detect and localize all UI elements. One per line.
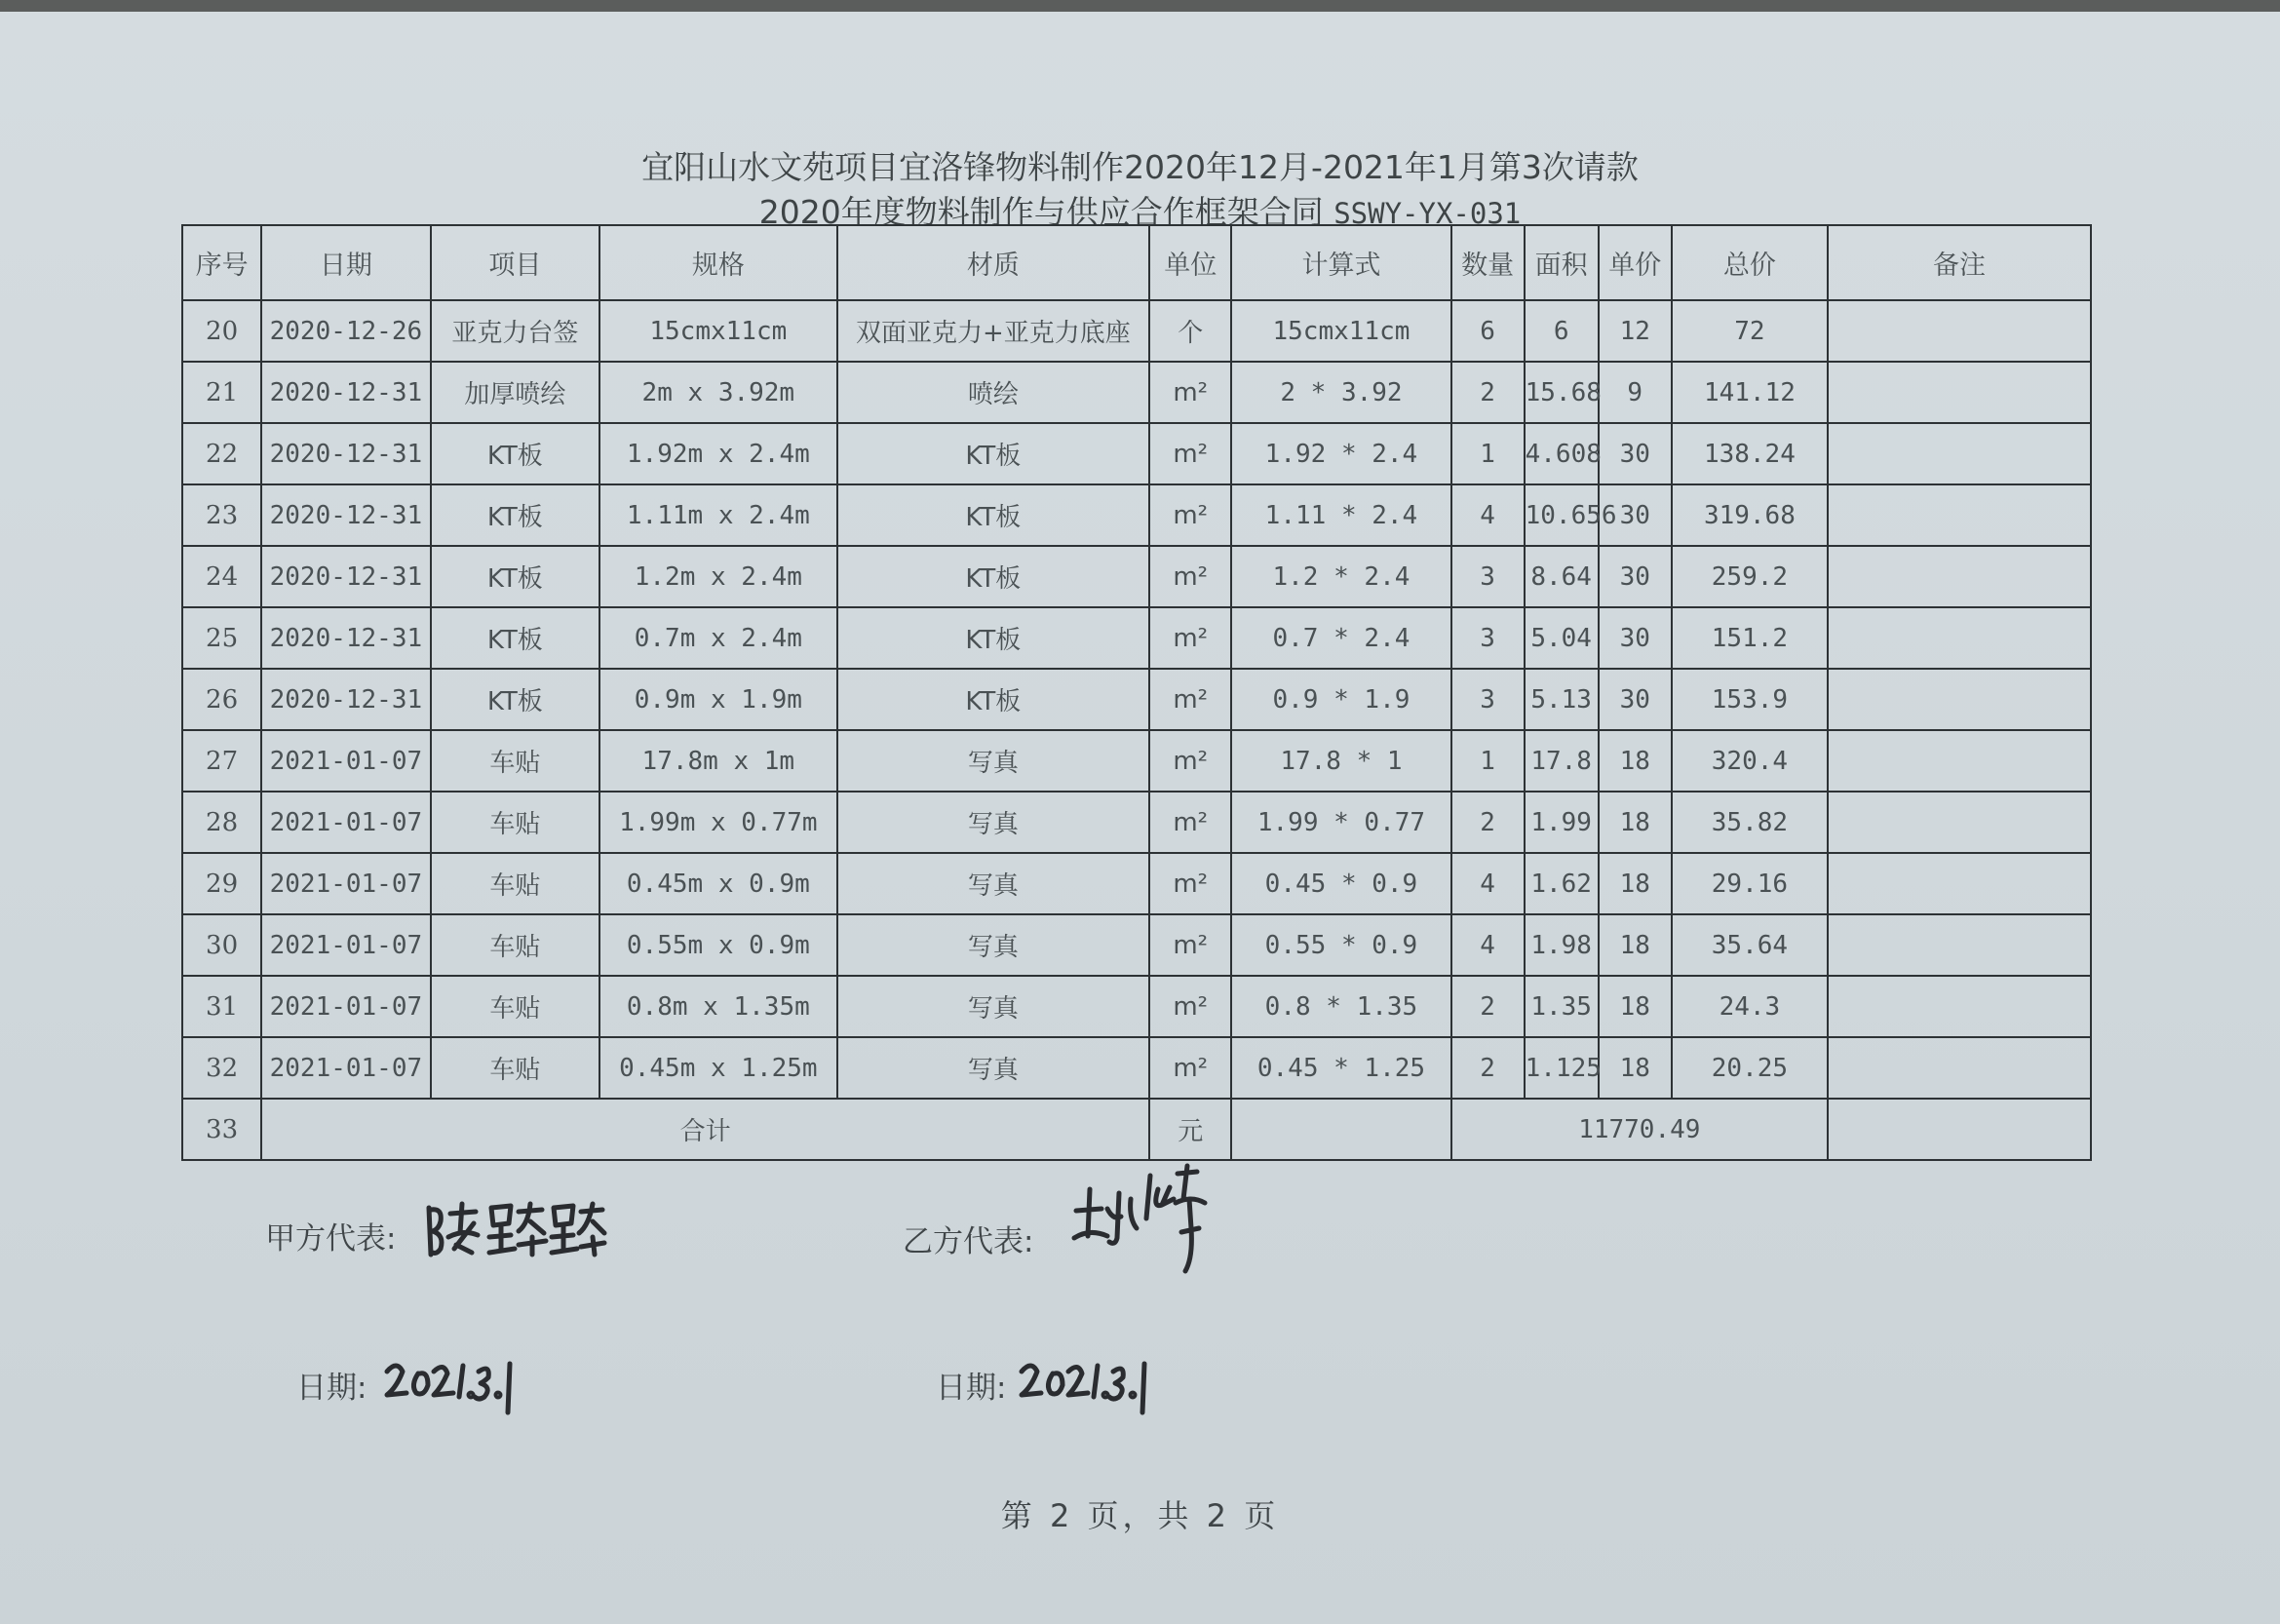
cell-item: 车贴 [431, 1037, 599, 1099]
cell-date: 2020-12-31 [261, 484, 430, 546]
cell-total: 151.2 [1672, 607, 1828, 669]
total-seq: 33 [182, 1099, 261, 1160]
cell-unit: m² [1149, 484, 1231, 546]
party-b-label: 乙方代表: [903, 1224, 1034, 1259]
cell-material: 写真 [837, 1037, 1150, 1099]
cell-spec: 0.45m x 0.9m [599, 853, 836, 914]
cell-price: 9 [1599, 362, 1672, 423]
cell-spec: 1.11m x 2.4m [599, 484, 836, 546]
cell-area: 15.68 [1525, 362, 1599, 423]
total-remark-empty [1828, 1099, 2091, 1160]
cell-formula: 1.2 * 2.4 [1231, 546, 1450, 607]
cell-spec: 17.8m x 1m [599, 730, 836, 792]
cell-qty: 4 [1451, 914, 1525, 976]
cell-remark [1828, 423, 2091, 484]
cell-formula: 1.92 * 2.4 [1231, 423, 1450, 484]
cell-date: 2020-12-31 [261, 423, 430, 484]
cell-date: 2021-01-07 [261, 914, 430, 976]
cell-qty: 3 [1451, 607, 1525, 669]
cell-qty: 1 [1451, 730, 1525, 792]
cell-formula: 0.45 * 0.9 [1231, 853, 1450, 914]
cell-price: 30 [1599, 669, 1672, 730]
cell-seq: 28 [182, 792, 261, 853]
cell-price: 30 [1599, 423, 1672, 484]
cell-seq: 26 [182, 669, 261, 730]
cell-total: 20.25 [1672, 1037, 1828, 1099]
cell-item: 亚克力台签 [431, 300, 599, 362]
cell-spec: 1.99m x 0.77m [599, 792, 836, 853]
cell-seq: 20 [182, 300, 261, 362]
date-label-party-a: 日期: [296, 1371, 367, 1406]
cell-area: 1.125 [1525, 1037, 1599, 1099]
cell-total: 319.68 [1672, 484, 1828, 546]
cell-date: 2020-12-31 [261, 546, 430, 607]
cell-unit: m² [1149, 1037, 1231, 1099]
total-label: 合计 [261, 1099, 1149, 1160]
cell-formula: 15cmx11cm [1231, 300, 1450, 362]
cell-total: 138.24 [1672, 423, 1828, 484]
cell-seq: 29 [182, 853, 261, 914]
document-title: 宜阳山水文苑项目宜洛锋物料制作2020年12月-2021年1月第3次请款 [641, 148, 1639, 186]
cell-remark [1828, 669, 2091, 730]
cell-area: 1.35 [1525, 976, 1599, 1037]
cell-spec: 0.9m x 1.9m [599, 669, 836, 730]
cell-total: 72 [1672, 300, 1828, 362]
cell-price: 30 [1599, 607, 1672, 669]
column-header: 单位 [1149, 225, 1231, 300]
total-row [182, 1099, 2091, 1160]
cell-date: 2020-12-31 [261, 607, 430, 669]
cell-spec: 0.45m x 1.25m [599, 1037, 836, 1099]
cell-formula: 2 * 3.92 [1231, 362, 1450, 423]
cell-item: KT板 [431, 484, 599, 546]
table-row [182, 300, 2091, 362]
cell-remark [1828, 362, 2091, 423]
cell-remark [1828, 914, 2091, 976]
cell-seq: 31 [182, 976, 261, 1037]
cell-material: 写真 [837, 792, 1150, 853]
cell-date: 2021-01-07 [261, 730, 430, 792]
cell-unit: m² [1149, 607, 1231, 669]
cell-unit: m² [1149, 853, 1231, 914]
table-row [182, 1037, 2091, 1099]
cell-formula: 0.55 * 0.9 [1231, 914, 1450, 976]
cell-qty: 2 [1451, 792, 1525, 853]
cell-remark [1828, 1037, 2091, 1099]
party-a-label: 甲方代表: [265, 1221, 397, 1257]
cell-formula: 17.8 * 1 [1231, 730, 1450, 792]
cell-formula: 1.99 * 0.77 [1231, 792, 1450, 853]
cell-formula: 0.45 * 1.25 [1231, 1037, 1450, 1099]
contract-name: 2020年度物料制作与供应合作框架合同 [758, 193, 1334, 231]
cell-item: KT板 [431, 423, 599, 484]
cell-material: KT板 [837, 484, 1150, 546]
cell-item: 车贴 [431, 730, 599, 792]
cell-seq: 24 [182, 546, 261, 607]
cell-unit: m² [1149, 423, 1231, 484]
party-b-signature [1068, 1160, 1224, 1277]
cell-area: 8.64 [1525, 546, 1599, 607]
column-header: 序号 [182, 225, 261, 300]
cell-seq: 21 [182, 362, 261, 423]
cell-spec: 1.2m x 2.4m [599, 546, 836, 607]
cell-qty: 6 [1451, 300, 1525, 362]
cell-unit: m² [1149, 914, 1231, 976]
cell-formula: 0.7 * 2.4 [1231, 607, 1450, 669]
cell-unit: m² [1149, 669, 1231, 730]
cell-price: 18 [1599, 853, 1672, 914]
cell-qty: 3 [1451, 546, 1525, 607]
cell-date: 2020-12-26 [261, 300, 430, 362]
table-row [182, 362, 2091, 423]
table-row [182, 669, 2091, 730]
date-label-party-b: 日期: [936, 1371, 1007, 1406]
cell-area: 4.608 [1525, 423, 1599, 484]
cell-spec: 0.55m x 0.9m [599, 914, 836, 976]
cell-total: 35.82 [1672, 792, 1828, 853]
cell-date: 2020-12-31 [261, 669, 430, 730]
cell-remark [1828, 546, 2091, 607]
cell-remark [1828, 976, 2091, 1037]
cell-area: 10.656 [1525, 484, 1599, 546]
cell-remark [1828, 853, 2091, 914]
cell-item: 车贴 [431, 853, 599, 914]
cell-material: KT板 [837, 423, 1150, 484]
table-row [182, 423, 2091, 484]
cell-item: KT板 [431, 669, 599, 730]
cell-material: KT板 [837, 546, 1150, 607]
table-row [182, 546, 2091, 607]
cell-material: 写真 [837, 914, 1150, 976]
cell-item: 车贴 [431, 914, 599, 976]
cell-price: 30 [1599, 484, 1672, 546]
cell-spec: 2m x 3.92m [599, 362, 836, 423]
cell-price: 18 [1599, 730, 1672, 792]
cell-qty: 2 [1451, 976, 1525, 1037]
cell-qty: 2 [1451, 1037, 1525, 1099]
page-footer: 第 2 页，共 2 页 [1000, 1497, 1280, 1534]
party-a-signature [421, 1194, 606, 1262]
cell-item: 车贴 [431, 792, 599, 853]
cell-seq: 25 [182, 607, 261, 669]
cell-material: 写真 [837, 853, 1150, 914]
cell-total: 29.16 [1672, 853, 1828, 914]
cell-price: 30 [1599, 546, 1672, 607]
cell-remark [1828, 792, 2091, 853]
cell-formula: 0.8 * 1.35 [1231, 976, 1450, 1037]
table-header-row [182, 225, 2091, 300]
column-header: 数量 [1451, 225, 1525, 300]
table-row [182, 976, 2091, 1037]
column-header: 规格 [599, 225, 836, 300]
cell-price: 18 [1599, 914, 1672, 976]
cell-material: 写真 [837, 730, 1150, 792]
cell-qty: 4 [1451, 853, 1525, 914]
cell-total: 24.3 [1672, 976, 1828, 1037]
cell-date: 2021-01-07 [261, 976, 430, 1037]
cell-total: 259.2 [1672, 546, 1828, 607]
cell-material: KT板 [837, 669, 1150, 730]
cell-item: KT板 [431, 607, 599, 669]
column-header: 计算式 [1231, 225, 1450, 300]
cell-area: 5.04 [1525, 607, 1599, 669]
column-header: 材质 [837, 225, 1150, 300]
total-amount: 11770.49 [1451, 1099, 1828, 1160]
cell-qty: 2 [1451, 362, 1525, 423]
cell-date: 2021-01-07 [261, 853, 430, 914]
cell-area: 5.13 [1525, 669, 1599, 730]
total-formula-empty [1231, 1099, 1450, 1160]
cell-spec: 1.92m x 2.4m [599, 423, 836, 484]
cell-price: 18 [1599, 976, 1672, 1037]
cell-total: 153.9 [1672, 669, 1828, 730]
cell-item: KT板 [431, 546, 599, 607]
cell-price: 18 [1599, 792, 1672, 853]
cell-remark [1828, 300, 2091, 362]
cell-unit: m² [1149, 730, 1231, 792]
column-header: 单价 [1599, 225, 1672, 300]
cell-seq: 27 [182, 730, 261, 792]
cell-seq: 32 [182, 1037, 261, 1099]
cell-qty: 1 [1451, 423, 1525, 484]
cell-unit: m² [1149, 546, 1231, 607]
cell-remark [1828, 730, 2091, 792]
column-header: 面积 [1525, 225, 1599, 300]
cell-total: 320.4 [1672, 730, 1828, 792]
table-row [182, 730, 2091, 792]
cell-material: KT板 [837, 607, 1150, 669]
contract-code: SSWY-YX-031 [1333, 197, 1522, 230]
cell-price: 18 [1599, 1037, 1672, 1099]
cell-formula: 0.9 * 1.9 [1231, 669, 1450, 730]
table-row [182, 914, 2091, 976]
column-header: 项目 [431, 225, 599, 300]
cell-unit: 个 [1149, 300, 1231, 362]
cell-price: 12 [1599, 300, 1672, 362]
cell-date: 2021-01-07 [261, 792, 430, 853]
cell-material: 双面亚克力+亚克力底座 [837, 300, 1150, 362]
cell-remark [1828, 484, 2091, 546]
column-header: 日期 [261, 225, 430, 300]
cell-qty: 4 [1451, 484, 1525, 546]
table-row [182, 607, 2091, 669]
cell-seq: 30 [182, 914, 261, 976]
cell-seq: 22 [182, 423, 261, 484]
cell-spec: 15cmx11cm [599, 300, 836, 362]
cell-item: 加厚喷绘 [431, 362, 599, 423]
cell-area: 6 [1525, 300, 1599, 362]
table-row [182, 792, 2091, 853]
cell-unit: m² [1149, 792, 1231, 853]
cell-material: 喷绘 [837, 362, 1150, 423]
cell-seq: 23 [182, 484, 261, 546]
cell-material: 写真 [837, 976, 1150, 1037]
cell-remark [1828, 607, 2091, 669]
cell-unit: m² [1149, 976, 1231, 1037]
cell-total: 141.12 [1672, 362, 1828, 423]
billing-table [181, 224, 2092, 1161]
table-row [182, 484, 2091, 546]
cell-item: 车贴 [431, 976, 599, 1037]
cell-formula: 1.11 * 2.4 [1231, 484, 1450, 546]
total-unit: 元 [1149, 1099, 1231, 1160]
cell-area: 1.99 [1525, 792, 1599, 853]
cell-area: 17.8 [1525, 730, 1599, 792]
cell-date: 2021-01-07 [261, 1037, 430, 1099]
cell-date: 2020-12-31 [261, 362, 430, 423]
cell-qty: 3 [1451, 669, 1525, 730]
cell-spec: 0.8m x 1.35m [599, 976, 836, 1037]
cell-area: 1.62 [1525, 853, 1599, 914]
column-header: 备注 [1828, 225, 2091, 300]
date-handwritten-party-a [383, 1350, 520, 1418]
table-row [182, 853, 2091, 914]
cell-unit: m² [1149, 362, 1231, 423]
cell-spec: 0.7m x 2.4m [599, 607, 836, 669]
date-handwritten-party-b [1018, 1350, 1154, 1418]
cell-total: 35.64 [1672, 914, 1828, 976]
cell-area: 1.98 [1525, 914, 1599, 976]
column-header: 总价 [1672, 225, 1828, 300]
